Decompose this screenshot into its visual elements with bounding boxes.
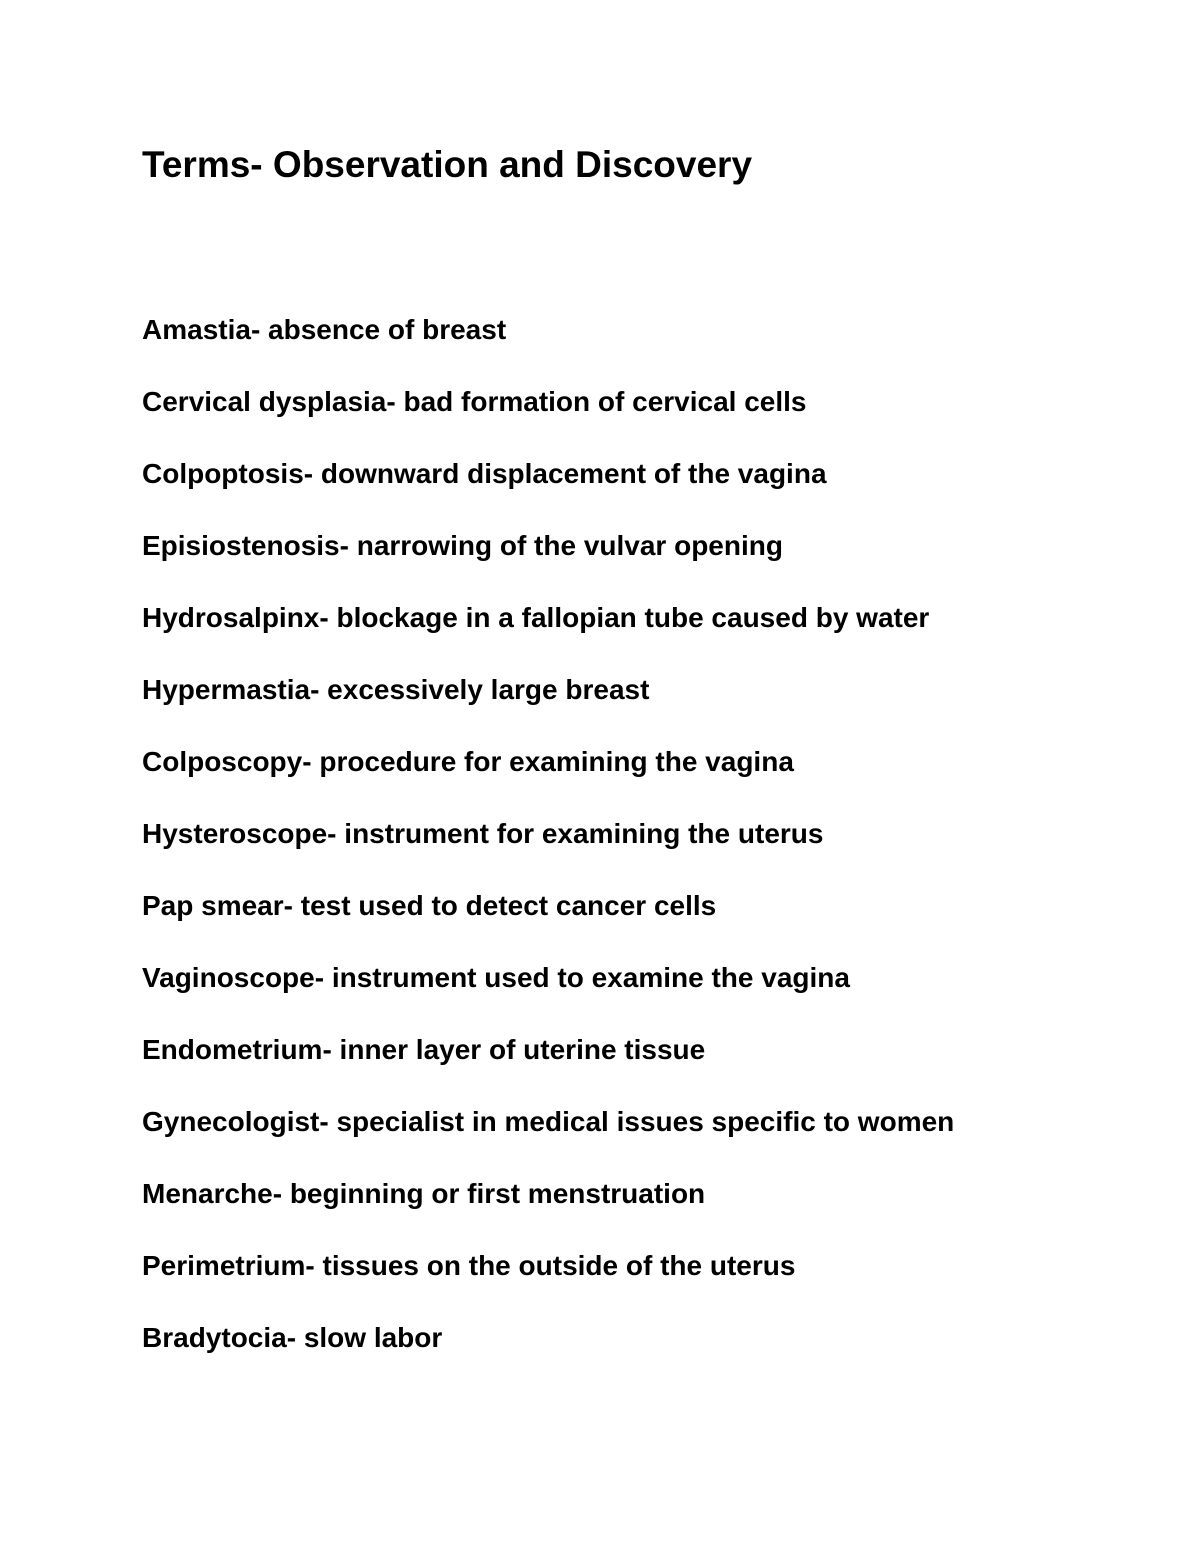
term-item: Bradytocia- slow labor (142, 1322, 443, 1353)
term-item: Menarche- beginning or first menstruation (142, 1178, 706, 1209)
term-item: Perimetrium- tissues on the outside of the uterus (142, 1250, 796, 1281)
term-item: Episiostenosis- narrowing of the vulvar opening (142, 530, 783, 561)
term-item: Amastia- absence of breast (142, 314, 507, 345)
term-list (142, 310, 954, 1390)
term-item: Pap smear- test used to detect cancer cells (142, 890, 717, 921)
term-item: Cervical dysplasia- bad formation of cervical cells (142, 386, 807, 417)
term-item: Vaginoscope- instrument used to examine the vagina (142, 962, 850, 993)
term-item: Endometrium- inner layer of uterine tissue (142, 1034, 706, 1065)
term-item: Hysteroscope- instrument for examining the uterus (142, 818, 824, 849)
term-item: Hypermastia- excessively large breast (142, 674, 650, 705)
document-title: Terms- Observation and Discovery (142, 144, 753, 185)
term-item: Colpoptosis- downward displacement of the vagina (142, 458, 827, 489)
term-item: Colposcopy- procedure for examining the vagina (142, 746, 794, 777)
term-item: Hydrosalpinx- blockage in a fallopian tube caused by water (142, 602, 930, 633)
term-item: Gynecologist- specialist in medical issues specific to women (142, 1106, 955, 1137)
